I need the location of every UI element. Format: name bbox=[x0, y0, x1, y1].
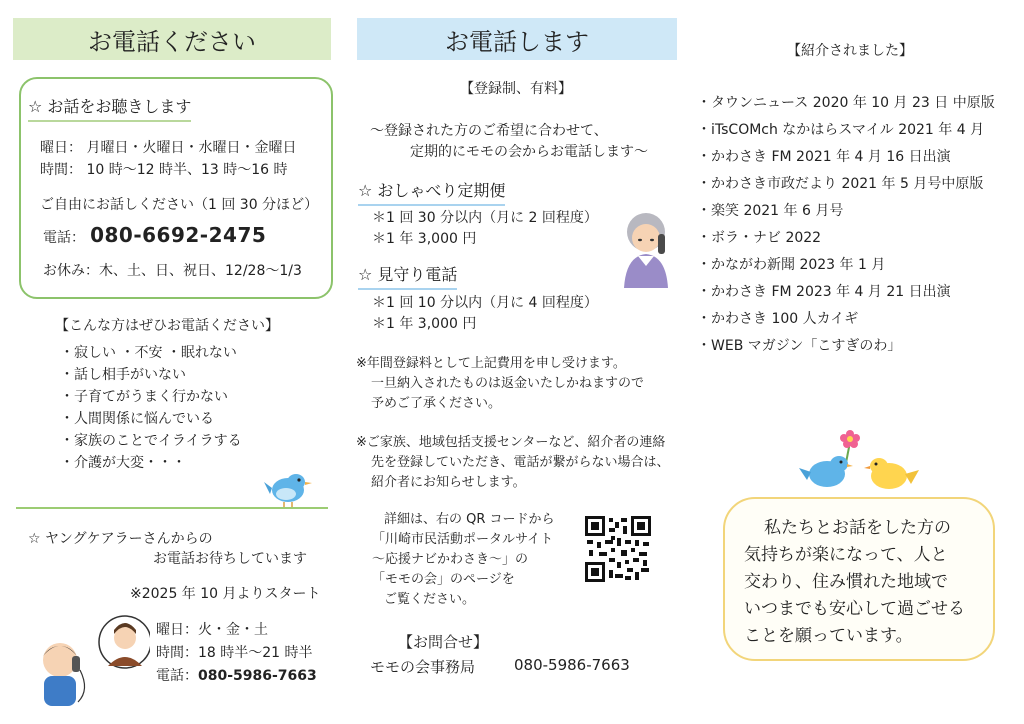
young-carer-title: ☆ ヤングケアラーさんからの bbox=[28, 531, 213, 547]
media-item: ・WEB マガジン「こすぎのわ」 bbox=[697, 338, 902, 354]
detail-line-2: 「川崎市民活動ポータルサイト bbox=[372, 532, 554, 547]
recommend-item: ・子育てがうまく行かない bbox=[60, 389, 228, 405]
chat-service-detail-2: ＊1 年 3,000 円 bbox=[372, 231, 477, 247]
call-us-header-text: お電話ください bbox=[88, 27, 256, 56]
qr-code[interactable] bbox=[585, 516, 651, 582]
intro-line-2: 定期的にモモの会からお電話します～ bbox=[410, 144, 648, 160]
recommend-item: ・寂しい ・不安 ・眠れない bbox=[60, 345, 237, 361]
phone-call-illustration-icon bbox=[30, 610, 150, 710]
chat-service-detail-1: ＊1 回 30 分以内（月に 2 回程度） bbox=[372, 210, 598, 226]
media-title: 【紹介されました】 bbox=[787, 43, 913, 59]
fee-note-2: 一旦納入されたものは返金いたしかねますので bbox=[371, 376, 645, 391]
media-item: ・iTsCOMch なかはらスマイル 2021 年 4 月 bbox=[697, 122, 985, 138]
we-call-header bbox=[357, 18, 677, 60]
listen-days: 曜日： 月曜日・火曜日・水曜日・金曜日 bbox=[40, 140, 297, 156]
media-item: ・タウンニュース 2020 年 10 月 23 日 中原版 bbox=[697, 95, 995, 111]
contact-phone[interactable]: 080-5986-7663 bbox=[514, 656, 630, 674]
young-carer-phone-label: 電話： bbox=[156, 668, 198, 684]
message-line: いつまでも安心して過ごせる bbox=[744, 599, 965, 619]
recommend-item: ・家族のことでイライラする bbox=[60, 433, 242, 449]
section-divider bbox=[16, 507, 328, 509]
phone-row bbox=[43, 223, 266, 247]
young-carer-phone-row bbox=[156, 665, 317, 685]
media-item: ・楽笑 2021 年 6 月号 bbox=[697, 203, 844, 219]
phone-label: 電話： bbox=[43, 230, 85, 246]
watch-service-title: ☆ 見守り電話 bbox=[358, 262, 457, 290]
media-item: ・かわさき市政だより 2021 年 5 月号中原版 bbox=[697, 176, 984, 192]
young-carer-start: ※2025 年 10 月よりスタート bbox=[130, 586, 321, 602]
detail-line-5: ご覧ください。 bbox=[384, 592, 476, 607]
message-line: 交わり、住み慣れた地域で bbox=[744, 572, 948, 592]
chat-service-title: ☆ おしゃべり定期便 bbox=[358, 178, 505, 206]
registration-label: 【登録制、有料】 bbox=[460, 81, 572, 97]
two-birds-flower-icon bbox=[795, 428, 925, 498]
media-item: ・かわさき FM 2021 年 4 月 16 日出演 bbox=[697, 149, 951, 165]
watch-service-detail-2: ＊1 年 3,000 円 bbox=[372, 316, 477, 332]
message-line: 気持ちが楽になって、人と bbox=[744, 545, 948, 565]
detail-line-3: ～応援ナビかわさき～」の bbox=[372, 552, 529, 567]
media-item: ・かわさき FM 2023 年 4 月 21 日出演 bbox=[697, 284, 951, 300]
message-line: ことを願っています。 bbox=[744, 626, 913, 646]
recommend-item: ・話し相手がいない bbox=[60, 367, 186, 383]
young-carer-phone-number[interactable]: 080-5986-7663 bbox=[198, 668, 317, 684]
holidays-note: お休み：木、土、日、祝日、12/28～1/3 bbox=[43, 263, 302, 279]
media-item: ・かわさき 100 人カイギ bbox=[697, 311, 859, 327]
recommend-item: ・人間関係に悩んでいる bbox=[60, 411, 214, 427]
detail-line-4: 「モモの会」のページを bbox=[372, 572, 515, 587]
fee-note-1: ※年間登録料として上記費用を申し受けます。 bbox=[356, 356, 626, 371]
detail-line-1: 詳細は、右の QR コードから bbox=[384, 512, 555, 527]
young-carer-hours: 時間：18 時半～21 時半 bbox=[156, 645, 313, 661]
contact-note-3: 紹介者にお知らせします。 bbox=[371, 475, 526, 490]
media-item: ・ボラ・ナビ 2022 bbox=[697, 230, 822, 246]
elderly-woman-phone-icon bbox=[618, 210, 678, 288]
contact-note-1: ※ご家族、地域包括支援センターなど、紹介者の連絡 bbox=[356, 435, 666, 450]
we-call-header-text: お電話します bbox=[445, 27, 589, 56]
contact-title: 【お問合せ】 bbox=[398, 633, 489, 651]
recommend-item: ・介護が大変・・・ bbox=[60, 455, 186, 471]
intro-line-1: ～登録された方のご希望に合わせて、 bbox=[370, 123, 608, 139]
contact-note-2: 先を登録していただき、電話が繋がらない場合は、 bbox=[371, 455, 670, 470]
young-carer-title-2: お電話お待ちしています bbox=[153, 551, 307, 567]
listen-hours: 時間： 10 時～12 時半、13 時～16 時 bbox=[40, 162, 288, 178]
blue-bird-icon bbox=[262, 470, 318, 510]
recommend-title: 【こんな方はぜひお電話ください】 bbox=[55, 318, 279, 334]
watch-service-detail-1: ＊1 回 10 分以内（月に 4 回程度） bbox=[372, 295, 598, 311]
young-carer-days: 曜日：火・金・土 bbox=[156, 622, 268, 638]
listen-title: ☆ お話をお聴きします bbox=[28, 94, 191, 122]
call-us-header bbox=[13, 18, 331, 60]
phone-number[interactable]: 080-6692-2475 bbox=[90, 223, 267, 247]
message-line: 私たちとお話をした方の bbox=[764, 518, 951, 538]
fee-note-3: 予めご了承ください。 bbox=[371, 396, 502, 411]
free-talk-note: ご自由にお話しください（1 回 30 分ほど） bbox=[40, 197, 319, 213]
media-item: ・かながわ新聞 2023 年 1 月 bbox=[697, 257, 886, 273]
contact-org: モモの会事務局 bbox=[370, 658, 476, 676]
